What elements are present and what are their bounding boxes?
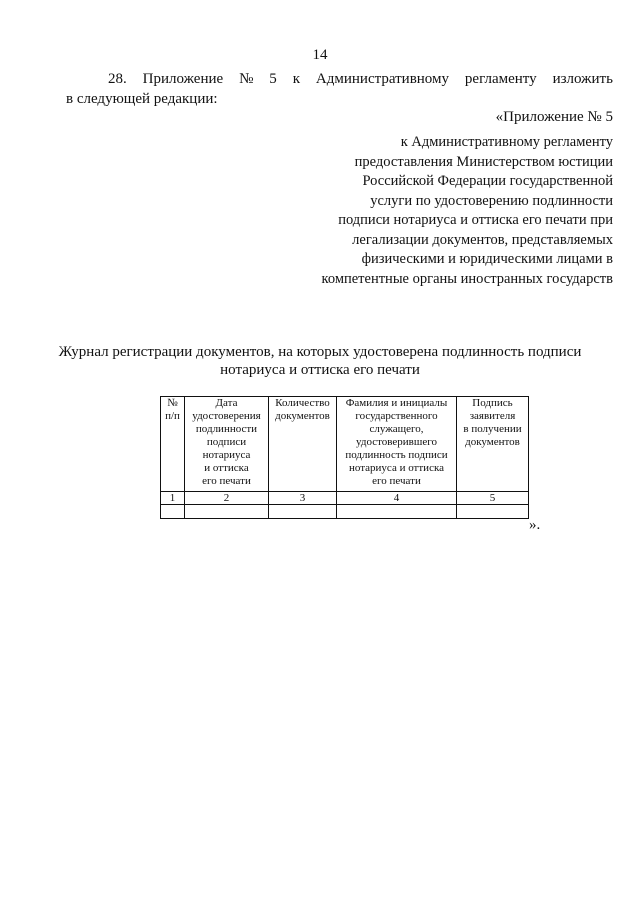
paragraph-word: Административному xyxy=(315,71,450,87)
appendix-line: предоставления Министерством юстиции xyxy=(354,153,613,170)
empty-cell xyxy=(337,505,457,519)
journal-title-line: нотариуса и оттиска его печати xyxy=(220,362,420,378)
closing-quote: ». xyxy=(529,517,541,533)
column-header-date: Дата удостоверения подлинности подписи нотариуса и оттиска его печати xyxy=(185,397,269,492)
appendix-line: Российской Федерации государственной xyxy=(362,173,613,189)
appendix-line: легализации документов, представляемых xyxy=(352,231,613,248)
appendix-line: к Административному регламенту xyxy=(400,134,613,150)
column-header-number: № п/п xyxy=(161,397,185,492)
paragraph-28-line-1 xyxy=(108,71,613,88)
empty-row xyxy=(161,505,529,519)
journal-table xyxy=(160,396,529,519)
appendix-line: подписи нотариуса и оттиска его печати при xyxy=(338,212,613,228)
column-header-quantity: Количество документов xyxy=(269,397,337,492)
table-header-row xyxy=(161,397,529,492)
appendix-line: услуги по удостоверению подлинности xyxy=(370,192,613,209)
appendix-heading: «Приложение № 5 xyxy=(495,109,613,125)
paragraph-word: 5 xyxy=(269,71,277,87)
empty-cell xyxy=(457,505,529,519)
paragraph-word: изложить xyxy=(552,71,613,87)
column-number-cell: 1 xyxy=(161,492,185,505)
paragraph-word: № xyxy=(239,71,254,87)
page-number: 14 xyxy=(312,47,328,63)
appendix-line: компетентные органы иностранных государств xyxy=(321,270,613,287)
appendix-caption xyxy=(322,133,613,289)
paragraph-28-line-2: в следующей редакции: xyxy=(66,91,218,107)
empty-cell xyxy=(185,505,269,519)
column-header-official: Фамилия и инициалы государственного служащего, удостоверившего подлинность подписи нотариуса и оттиска его печати xyxy=(337,397,457,492)
journal-title-line: Журнал регистрации документов, на которых удостоверена подлинность подписи xyxy=(58,344,582,360)
paragraph-word: к xyxy=(292,71,300,87)
column-number-cell: 3 xyxy=(269,492,337,505)
appendix-line: физическими и юридическими лицами в xyxy=(361,251,613,267)
empty-cell xyxy=(161,505,185,519)
column-header-signature: Подпись заявителя в получении документов xyxy=(457,397,529,492)
paragraph-word: Приложение xyxy=(142,71,224,87)
journal-title xyxy=(0,343,640,379)
empty-cell xyxy=(269,505,337,519)
paragraph-word: регламенту xyxy=(464,71,537,87)
column-number-row xyxy=(161,492,529,505)
column-number-cell: 2 xyxy=(185,492,269,505)
paragraph-word: 28. xyxy=(108,71,127,87)
column-number-cell: 4 xyxy=(337,492,457,505)
column-number-cell: 5 xyxy=(457,492,529,505)
